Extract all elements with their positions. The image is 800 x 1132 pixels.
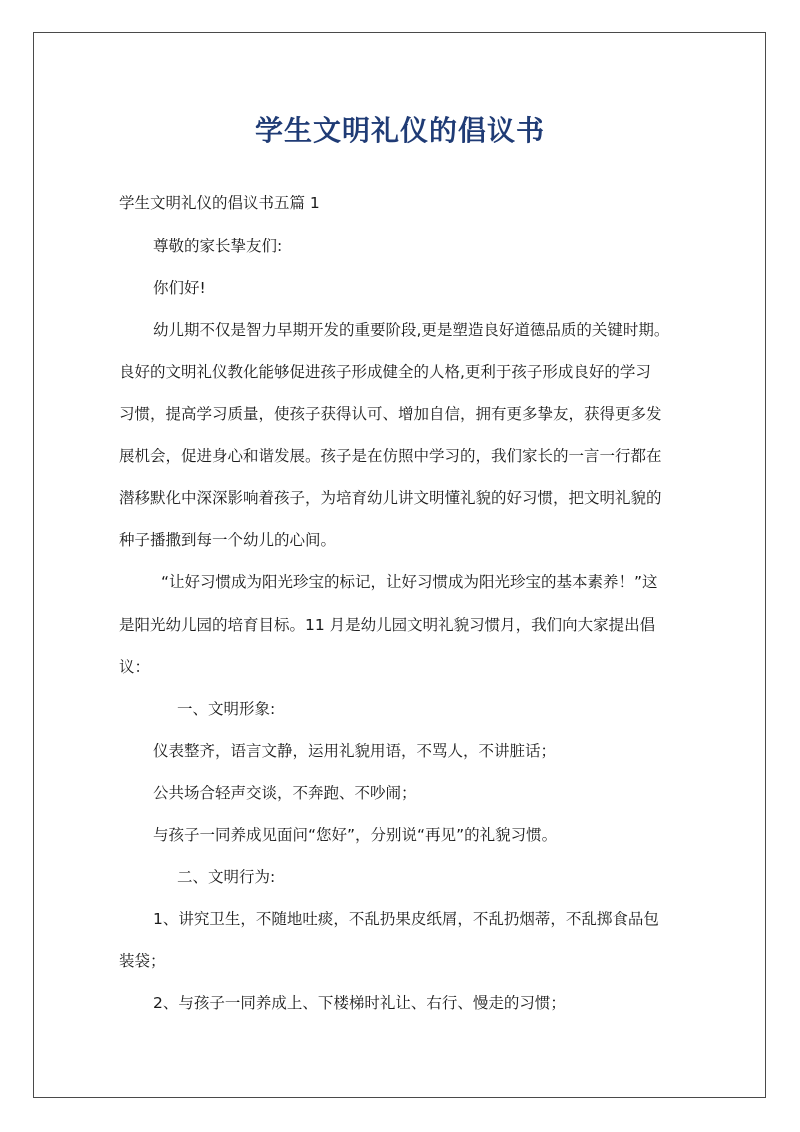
section-heading: 一、文明形象:	[177, 700, 276, 718]
salutation-line: 尊敬的家长挚友们:	[153, 237, 283, 255]
paragraph-line: 潜移默化中深深影响着孩子，为培育幼儿讲文明懂礼貌的好习惯，把文明礼貌的	[119, 489, 662, 507]
list-item: 与孩子一同养成见面问“您好”，分别说“再见”的礼貌习惯。	[153, 826, 558, 844]
section-heading: 二、文明行为:	[177, 868, 276, 886]
paragraph-line: 良好的文明礼仪教化能够促进孩子形成健全的人格,更利于孩子形成良好的学习	[119, 363, 651, 381]
paragraph-line: 习惯，提高学习质量，使孩子获得认可、增加自信，拥有更多挚友，获得更多发	[119, 405, 662, 423]
list-item: 公共场合轻声交谈，不奔跑、不吵闹；	[153, 784, 417, 802]
paragraph-line: 种子播撒到每一个幼儿的心间。	[119, 531, 337, 549]
paragraph-line: 展机会，促进身心和谐发展。孩子是在仿照中学习的，我们家长的一言一行都在	[119, 447, 662, 465]
document-title: 学生文明礼仪的倡议书	[254, 114, 545, 147]
paragraph-line: 是阳光幼儿园的培育目标。11 月是幼儿园文明礼貌习惯月，我们向大家提出倡	[119, 616, 656, 634]
list-item: 装袋；	[119, 952, 166, 970]
subtitle-line: 学生文明礼仪的倡议书五篇 1	[119, 194, 320, 212]
greeting-line: 你们好!	[153, 279, 206, 297]
list-item: 1、讲究卫生，不随地吐痰，不乱扔果皮纸屑，不乱扔烟蒂，不乱掷食品包	[153, 910, 659, 928]
list-item: 仪表整齐，语言文静，运用礼貌用语，不骂人，不讲脏话；	[153, 742, 557, 760]
paragraph-line: 议：	[119, 658, 151, 676]
list-item: 2、与孩子一同养成上、下楼梯时礼让、右行、慢走的习惯；	[153, 994, 566, 1012]
paragraph-line: “让好习惯成为阳光珍宝的标记，让好习惯成为阳光珍宝的基本素养！”这	[161, 573, 658, 591]
paragraph-line: 幼儿期不仅是智力早期开发的重要阶段,更是塑造良好道德品质的关键时期。	[153, 321, 670, 339]
